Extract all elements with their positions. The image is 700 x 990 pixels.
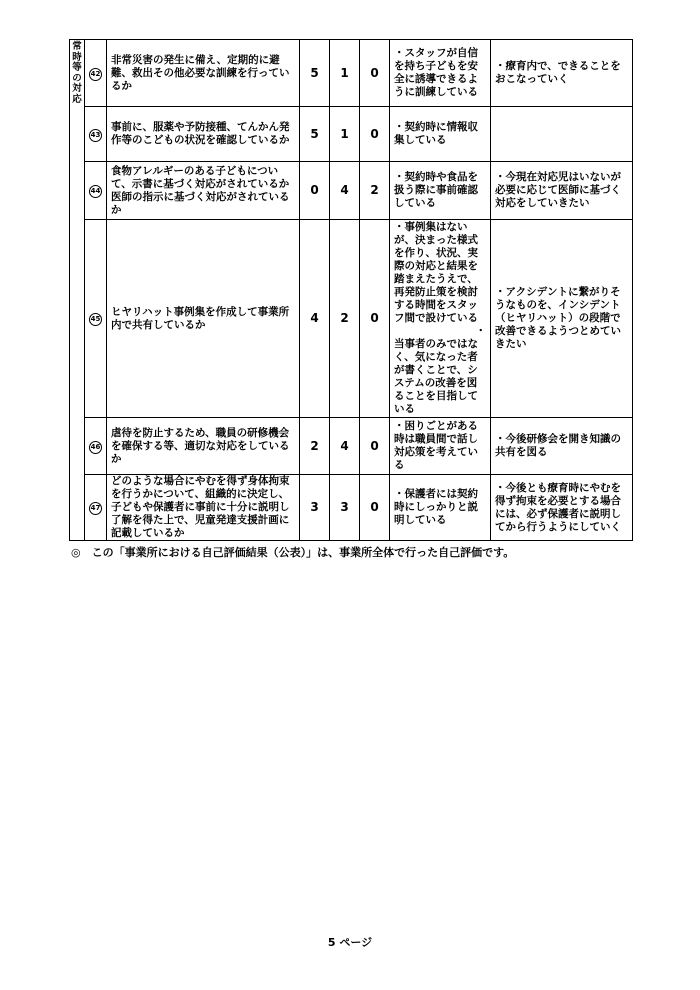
improvement-note	[491, 107, 633, 162]
yes-count: 5	[300, 107, 330, 162]
status-note: ・保護者には契約時にしっかりと説明している	[390, 475, 491, 541]
question-text: どのような場合にやむを得ず身体拘束を行うかについて、組織的に決定し、子どもや保護者に事前に十分に説明し了解を得た上で、児童発達支援計画に記載しているか	[107, 475, 300, 541]
item-number: 43	[85, 107, 107, 162]
improvement-note: ・今後研修会を開き知識の共有を図る	[491, 418, 633, 475]
no-count: 4	[330, 162, 360, 220]
question-text: 非常災害の発生に備え、定期的に避難、救出その他必要な訓練を行っているか	[107, 40, 300, 107]
table-row	[70, 475, 633, 541]
table-row	[70, 40, 633, 107]
no-count: 2	[330, 220, 360, 418]
footnote: ◎ この「事業所における自己評価結果（公表）」は、事業所全体で行った自己評価です。	[71, 546, 515, 559]
status-note: ・契約時に情報収集している	[390, 107, 491, 162]
item-number: 47	[85, 475, 107, 541]
evaluation-table	[69, 39, 633, 541]
status-note-bullet: ・	[475, 325, 486, 337]
question-text: 食物アレルギーのある子どもについて、示書に基づく対応がされているか 医師の指示に基づく対応がされているか	[107, 162, 300, 220]
question-text: 事前に、服薬や予防接種、てんかん発作等のこどもの状況を確認しているか	[107, 107, 300, 162]
yes-count: 4	[300, 220, 330, 418]
question-text: ヒヤリハット事例集を作成して事業所内で共有しているか	[107, 220, 300, 418]
yes-count: 3	[300, 475, 330, 541]
status-note: ・困りごとがある時は職員間で話し対応策を考えている	[390, 418, 491, 475]
status-note: ・契約時や食品を扱う際に事前確認している	[390, 162, 491, 220]
yes-count: 5	[300, 40, 330, 107]
status-note-part: 当事者のみではなく、気になった者が書くことで、システムの改善を図ることを目指している	[394, 338, 478, 415]
status-note	[390, 220, 491, 418]
question-text: 虐待を防止するため、職員の研修機会を確保する等、適切な対応をしているか	[107, 418, 300, 475]
table-row	[70, 220, 633, 418]
page-number: 5 ページ	[327, 936, 373, 949]
no-count: 1	[330, 107, 360, 162]
yes-count: 2	[300, 418, 330, 475]
item-number: 45	[85, 220, 107, 418]
section-label: 常 時 等 の 対 応	[70, 40, 85, 541]
table-row	[70, 162, 633, 220]
unknown-count: 0	[360, 40, 390, 107]
improvement-note: ・アクシデントに繋がりそうなものを、インシデント（ヒヤリハット）の段階で改善できるようつとめていきたい	[491, 220, 633, 418]
unknown-count: 0	[360, 418, 390, 475]
table-row	[70, 418, 633, 475]
improvement-note: ・今現在対応児はいないが必要に応じて医師に基づく対応をしていきたい	[491, 162, 633, 220]
improvement-note: ・今後とも療育時にやむを得ず拘束を必要とする場合には、必ず保護者に説明してから行うようにしていく	[491, 475, 633, 541]
item-number: 46	[85, 418, 107, 475]
unknown-count: 0	[360, 475, 390, 541]
yes-count: 0	[300, 162, 330, 220]
unknown-count: 0	[360, 220, 390, 418]
no-count: 1	[330, 40, 360, 107]
no-count: 4	[330, 418, 360, 475]
status-note-part: ・事例集はないが、決まった様式を作り、状況、実際の対応と結果を踏まえたうえで、再発防止策を検討する時間をスタッフ間で設けている	[394, 221, 478, 324]
item-number: 42	[85, 40, 107, 107]
improvement-note: ・療育内で、できることをおこなっていく	[491, 40, 633, 107]
item-number: 44	[85, 162, 107, 220]
unknown-count: 2	[360, 162, 390, 220]
status-note: ・スタッフが自信を持ち子どもを安全に誘導できるように訓練している	[390, 40, 491, 107]
unknown-count: 0	[360, 107, 390, 162]
table-row	[70, 107, 633, 162]
no-count: 3	[330, 475, 360, 541]
